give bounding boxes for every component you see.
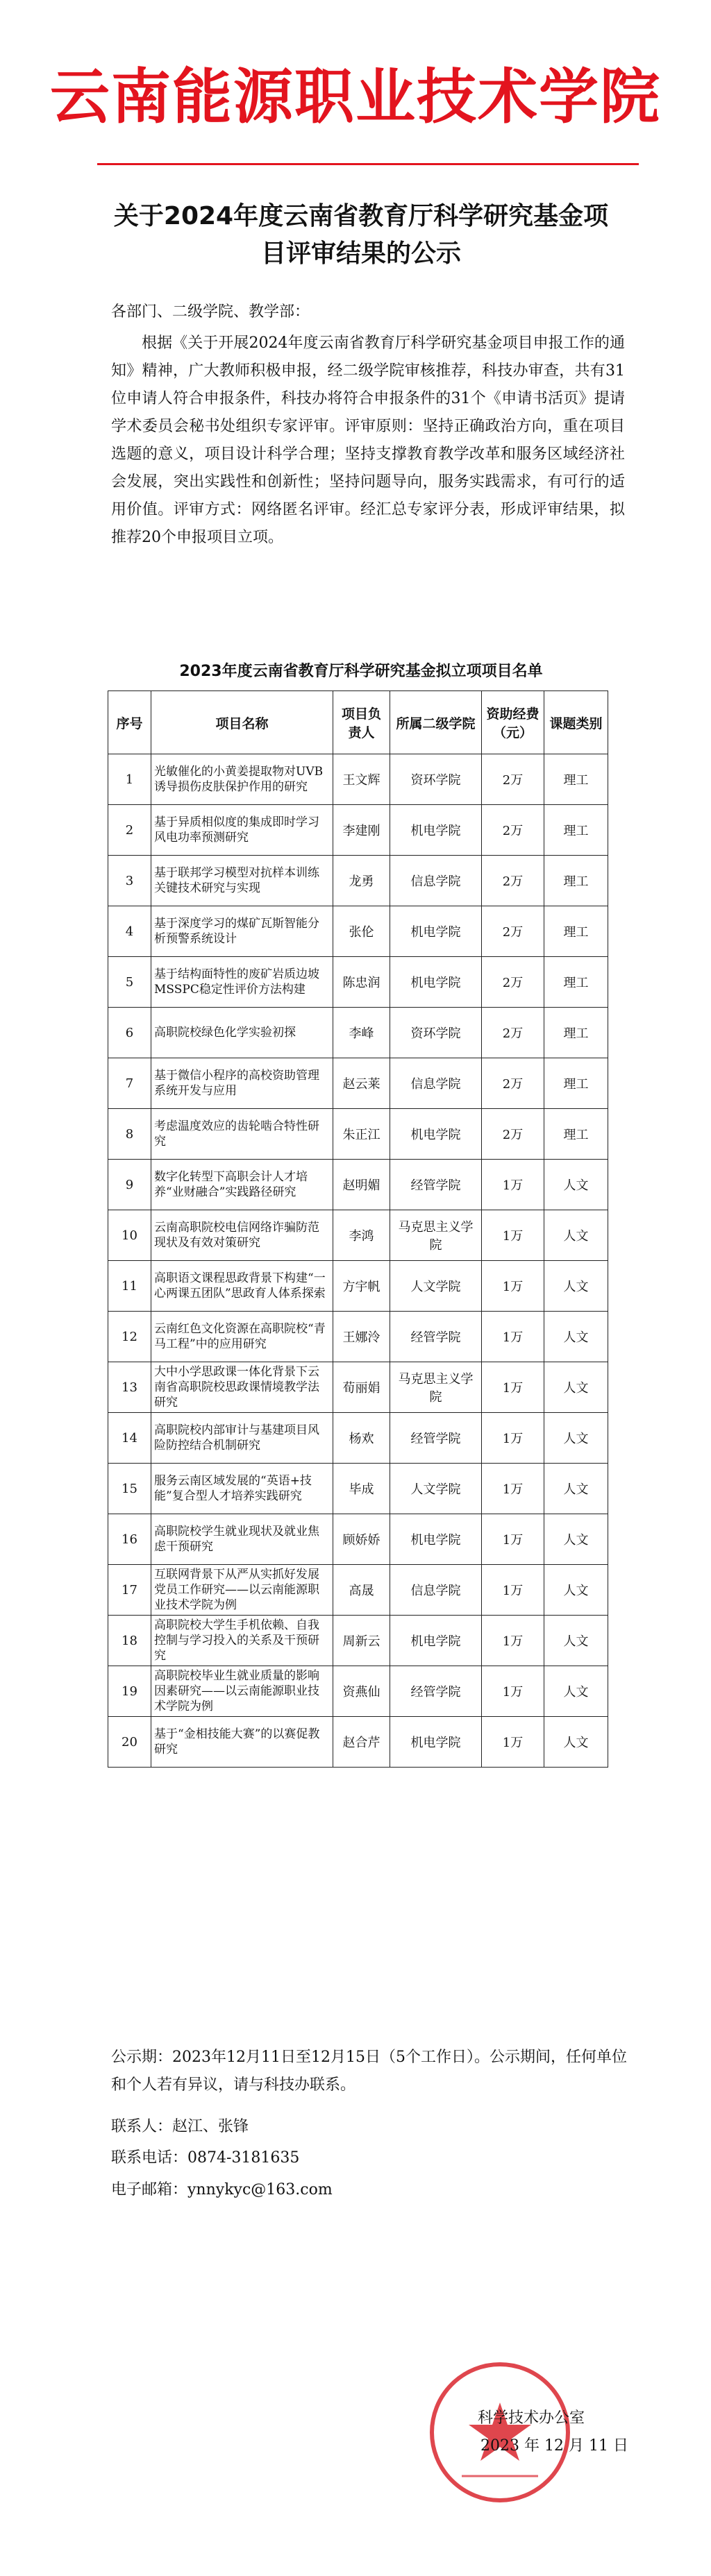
table-cell: 4	[108, 906, 151, 957]
project-name-cell: 基于联邦学习模型对抗样本训练关键技术研究与实现	[151, 856, 333, 906]
table-cell: 6	[108, 1008, 151, 1058]
table-cell: 赵云莱	[333, 1058, 390, 1109]
table-cell: 荀丽娟	[333, 1362, 390, 1413]
header-divider	[97, 163, 639, 165]
table-cell: 人文	[544, 1362, 608, 1413]
table-cell: 马克思主义学院	[390, 1362, 482, 1413]
table-cell: 19	[108, 1666, 151, 1717]
table-row	[108, 906, 608, 957]
signature-office: 科学技术办公室	[477, 2409, 585, 2427]
project-table	[108, 690, 608, 1768]
project-name-cell: 互联网背景下从严从实抓好发展党员工作研究——以云南能源职业技术学院为例	[151, 1565, 333, 1616]
table-row	[108, 1008, 608, 1058]
table-cell: 信息学院	[390, 1565, 482, 1616]
table-cell: 赵合芹	[333, 1717, 390, 1768]
project-name-cell: 高职院校学生就业现状及就业焦虑干预研究	[151, 1514, 333, 1565]
table-cell: 9	[108, 1160, 151, 1210]
notice-title: 关于2024年度云南省教育厅科学研究基金项目评审结果的公示	[113, 202, 609, 268]
table-cell: 人文学院	[390, 1464, 482, 1514]
project-name-cell: 考虑温度效应的齿轮啮合特性研究	[151, 1109, 333, 1160]
table-cell: 机电学院	[390, 1109, 482, 1160]
project-name-cell: 基于结构面特性的废矿岩质边坡MSSPC稳定性评价方法构建	[151, 957, 333, 1008]
table-cell: 13	[108, 1362, 151, 1413]
table-cell: 人文	[544, 1464, 608, 1514]
table-title: 2023年度云南省教育厅科学研究基金拟立项项目名单	[179, 663, 543, 680]
project-name-cell: 大中小学思政课一体化背景下云南省高职院校思政课情境教学法研究	[151, 1362, 333, 1413]
table-cell: 李峰	[333, 1008, 390, 1058]
table-cell: 陈忠润	[333, 957, 390, 1008]
table-cell: 人文	[544, 1210, 608, 1261]
contact-person: 联系人：赵江、张锋	[111, 2118, 249, 2135]
table-cell: 2万	[482, 957, 544, 1008]
table-row	[108, 1464, 608, 1514]
table-cell: 人文	[544, 1160, 608, 1210]
table-cell: 16	[108, 1514, 151, 1565]
publicity-period: 公示期：2023年12月11日至12月15日（5个工作日）。公示期间，任何单位和个人若有异议，请与科技办联系。	[111, 2049, 627, 2094]
table-cell: 顾娇娇	[333, 1514, 390, 1565]
table-cell: 2万	[482, 1058, 544, 1109]
table-cell: 1万	[482, 1565, 544, 1616]
table-cell: 15	[108, 1464, 151, 1514]
signature-block	[434, 2405, 628, 2460]
table-cell: 2万	[482, 856, 544, 906]
table-cell: 理工	[544, 906, 608, 957]
table-cell: 理工	[544, 1109, 608, 1160]
table-row	[108, 1666, 608, 1717]
table-row	[108, 1616, 608, 1666]
table-cell: 经管学院	[390, 1312, 482, 1362]
table-cell: 1万	[482, 1717, 544, 1768]
table-cell: 1万	[482, 1464, 544, 1514]
table-header-row	[108, 691, 608, 754]
table-cell: 1万	[482, 1210, 544, 1261]
table-cell: 理工	[544, 1008, 608, 1058]
table-cell: 8	[108, 1109, 151, 1160]
project-name-cell: 基于“金相技能大赛”的以赛促教研究	[151, 1717, 333, 1768]
table-cell: 7	[108, 1058, 151, 1109]
table-cell: 14	[108, 1413, 151, 1464]
table-cell: 机电学院	[390, 1616, 482, 1666]
table-cell: 1万	[482, 1514, 544, 1565]
project-name-cell: 高职院校绿色化学实验初探	[151, 1008, 333, 1058]
table-row	[108, 1160, 608, 1210]
table-cell: 龙勇	[333, 856, 390, 906]
table-cell: 信息学院	[390, 856, 482, 906]
table-cell: 张伦	[333, 906, 390, 957]
table-row	[108, 1058, 608, 1109]
table-cell: 5	[108, 957, 151, 1008]
table-row	[108, 1413, 608, 1464]
table-cell: 11	[108, 1261, 151, 1312]
table-cell: 18	[108, 1616, 151, 1666]
table-row	[108, 1210, 608, 1261]
table-cell: 理工	[544, 754, 608, 805]
table-row	[108, 957, 608, 1008]
table-cell: 理工	[544, 957, 608, 1008]
table-row	[108, 856, 608, 906]
salutation: 各部门、二级学院、教学部：	[111, 303, 310, 321]
table-cell: 2万	[482, 754, 544, 805]
header-cell: 所属二级学院	[390, 691, 482, 754]
table-cell: 人文	[544, 1666, 608, 1717]
header-cell: 资助经费（元）	[482, 691, 544, 754]
table-cell: 机电学院	[390, 1717, 482, 1768]
table-cell: 2万	[482, 906, 544, 957]
table-cell: 3	[108, 856, 151, 906]
project-name-cell: 云南红色文化资源在高职院校“青马工程”中的应用研究	[151, 1312, 333, 1362]
table-cell: 马克思主义学院	[390, 1210, 482, 1261]
signature-date: 2023 年 12 月 11 日	[480, 2437, 628, 2455]
header-cell: 项目名称	[151, 691, 333, 754]
table-cell: 人文	[544, 1261, 608, 1312]
table-cell: 1万	[482, 1666, 544, 1717]
contact-email: 电子邮箱：ynnykyc@163.com	[111, 2181, 333, 2198]
table-cell: 朱正江	[333, 1109, 390, 1160]
table-cell: 10	[108, 1210, 151, 1261]
table-cell: 李建刚	[333, 805, 390, 856]
table-cell: 资环学院	[390, 754, 482, 805]
project-name-cell: 高职院校毕业生就业质量的影响因素研究——以云南能源职业技术学院为例	[151, 1666, 333, 1717]
table-cell: 人文	[544, 1514, 608, 1565]
table-cell: 人文	[544, 1413, 608, 1464]
table-cell: 资环学院	[390, 1008, 482, 1058]
project-name-cell: 光敏催化的小黄姜提取物对UVB诱导损伤皮肤保护作用的研究	[151, 754, 333, 805]
table-cell: 人文	[544, 1565, 608, 1616]
table-cell: 高晟	[333, 1565, 390, 1616]
table-cell: 1万	[482, 1261, 544, 1312]
table-cell: 王娜泠	[333, 1312, 390, 1362]
project-name-cell: 高职语文课程思政背景下构建“一心两课五团队”思政育人体系探索	[151, 1261, 333, 1312]
table-cell: 王文辉	[333, 754, 390, 805]
project-name-cell: 高职院校内部审计与基建项目风险防控结合机制研究	[151, 1413, 333, 1464]
table-cell: 赵明媚	[333, 1160, 390, 1210]
table-row	[108, 1312, 608, 1362]
table-row	[108, 754, 608, 805]
table-cell: 12	[108, 1312, 151, 1362]
institution-banner: 云南能源职业技术学院	[50, 62, 661, 132]
table-cell: 1万	[482, 1312, 544, 1362]
table-cell: 资燕仙	[333, 1666, 390, 1717]
table-row	[108, 1717, 608, 1768]
table-cell: 人文	[544, 1616, 608, 1666]
table-cell: 李鸿	[333, 1210, 390, 1261]
table-cell: 机电学院	[390, 906, 482, 957]
project-name-cell: 基于深度学习的煤矿瓦斯智能分析预警系统设计	[151, 906, 333, 957]
project-name-cell: 基于异质相似度的集成即时学习风电功率预测研究	[151, 805, 333, 856]
table-cell: 人文学院	[390, 1261, 482, 1312]
header-cell: 项目负责人	[333, 691, 390, 754]
table-cell: 2万	[482, 805, 544, 856]
table-row	[108, 1261, 608, 1312]
table-cell: 1万	[482, 1616, 544, 1666]
table-cell: 机电学院	[390, 1514, 482, 1565]
table-cell: 17	[108, 1565, 151, 1616]
table-cell: 人文	[544, 1717, 608, 1768]
table-row	[108, 805, 608, 856]
project-name-cell: 基于微信小程序的高校资助管理系统开发与应用	[151, 1058, 333, 1109]
table-cell: 周新云	[333, 1616, 390, 1666]
table-cell: 20	[108, 1717, 151, 1768]
project-name-cell: 高职院校大学生手机依赖、自我控制与学习投入的关系及干预研究	[151, 1616, 333, 1666]
table-cell: 理工	[544, 856, 608, 906]
project-name-cell: 云南高职院校电信网络诈骗防范现状及有效对策研究	[151, 1210, 333, 1261]
table-cell: 1万	[482, 1160, 544, 1210]
table-cell: 2	[108, 805, 151, 856]
table-row	[108, 1109, 608, 1160]
table-cell: 人文	[544, 1312, 608, 1362]
table-cell: 1万	[482, 1362, 544, 1413]
contact-phone: 联系电话：0874-3181635	[111, 2149, 300, 2167]
table-cell: 理工	[544, 1058, 608, 1109]
table-cell: 经管学院	[390, 1160, 482, 1210]
table-cell: 2万	[482, 1008, 544, 1058]
table-cell: 1	[108, 754, 151, 805]
project-name-cell: 数字化转型下高职会计人才培养“业财融合”实践路径研究	[151, 1160, 333, 1210]
table-cell: 机电学院	[390, 805, 482, 856]
header-cell: 序号	[108, 691, 151, 754]
table-row	[108, 1362, 608, 1413]
table-cell: 理工	[544, 805, 608, 856]
header-cell: 课题类别	[544, 691, 608, 754]
table-cell: 2万	[482, 1109, 544, 1160]
table-cell: 经管学院	[390, 1666, 482, 1717]
table-row	[108, 1565, 608, 1616]
table-cell: 毕成	[333, 1464, 390, 1514]
table-cell: 经管学院	[390, 1413, 482, 1464]
table-row	[108, 1514, 608, 1565]
project-name-cell: 服务云南区域发展的“英语+技能”复合型人才培养实践研究	[151, 1464, 333, 1514]
table-cell: 方宇帆	[333, 1261, 390, 1312]
table-cell: 1万	[482, 1413, 544, 1464]
notice-paragraph: 根据《关于开展2024年度云南省教育厅科学研究基金项目申报工作的通知》精神，广大教师积极申报，经二级学院审核推荐，科技办审查，共有31位申请人符合申报条件，科技办将符合申报条件的31个《申请书活页》提请学术委员会秘书处组织专家评审。评审原则：坚持正确政治方向，重在项目选题的意义，项目设计科学合理；坚持支撑教育教学改革和服务区域经济社会发展，突出实践性和创新性；坚持问题导向，服务实践需求，有可行的适用价值。评审方式：网络匿名评审。经汇总专家评分表，形成评审结果，拟推荐20个申报项目立项。	[111, 334, 625, 546]
table-cell: 机电学院	[390, 957, 482, 1008]
table-cell: 杨欢	[333, 1413, 390, 1464]
table-cell: 信息学院	[390, 1058, 482, 1109]
